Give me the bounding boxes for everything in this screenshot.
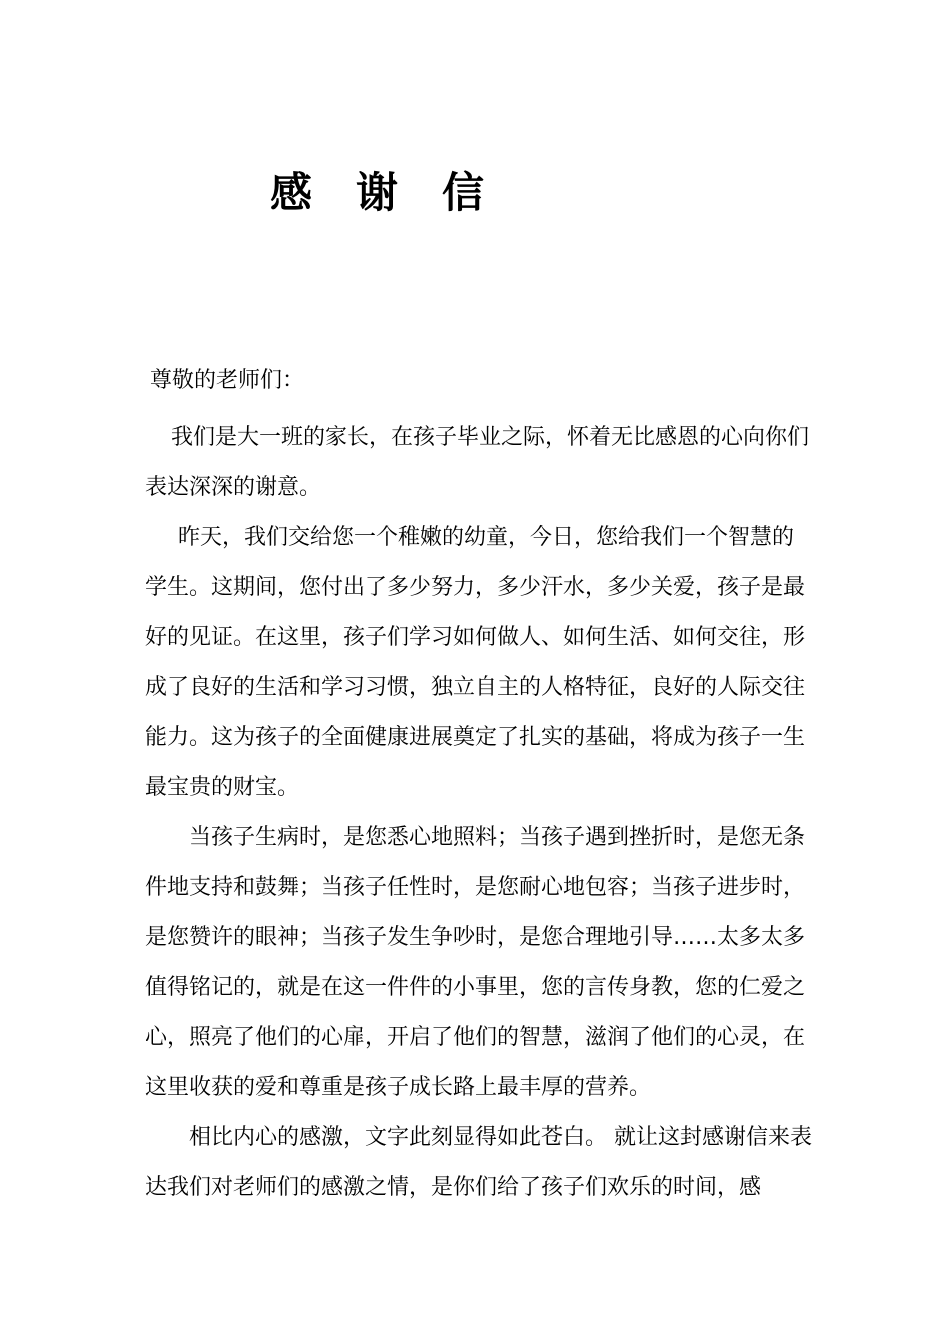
letter-body <box>145 413 815 1213</box>
paragraph-2: 昨天，我们交给您一个稚嫩的幼童，今日，您给我们一个智慧的学生。这期间，您付出了多少努力，多少汗水，多少关爱，孩子是最好的见证。在这里，孩子们学习如何做人、如何生活、如何交往，形成了良好的生活和学习习惯，独立自主的人格特征，良好的人际交往能力。这为孩子的全面健康进展奠定了扎实的基础，将成为孩子一生最宝贵的财宝。 <box>145 525 806 800</box>
paragraph-4: 相比内心的感激，文字此刻显得如此苍白。 就让这封感谢信来表达我们对老师们的感激之情，是你们给了孩子们欢乐的时间，感 <box>145 1125 812 1200</box>
salutation: 尊敬的老师们： <box>150 368 305 393</box>
paragraph-3: 当孩子生病时，是您悉心地照料；当孩子遇到挫折时，是您无条件地支持和鼓舞；当孩子任性时，是您耐心地包容；当孩子进步时，是您赞许的眼神；当孩子发生争吵时，是您合理地引导……太多太多值得铭记的，就是在这一件件的小事里，您的言传身教，您的仁爱之心，照亮了他们的心扉，开启了他们的智慧，滋润了他们的心灵，在这里收获的爱和尊重是孩子成长路上最丰厚的营养。 <box>145 825 806 1100</box>
letter-title: 感谢信 <box>270 168 529 217</box>
paragraph-1: 我们是大一班的家长，在孩子毕业之际，怀着无比感恩的心向你们表达深深的谢意。 <box>145 425 810 500</box>
